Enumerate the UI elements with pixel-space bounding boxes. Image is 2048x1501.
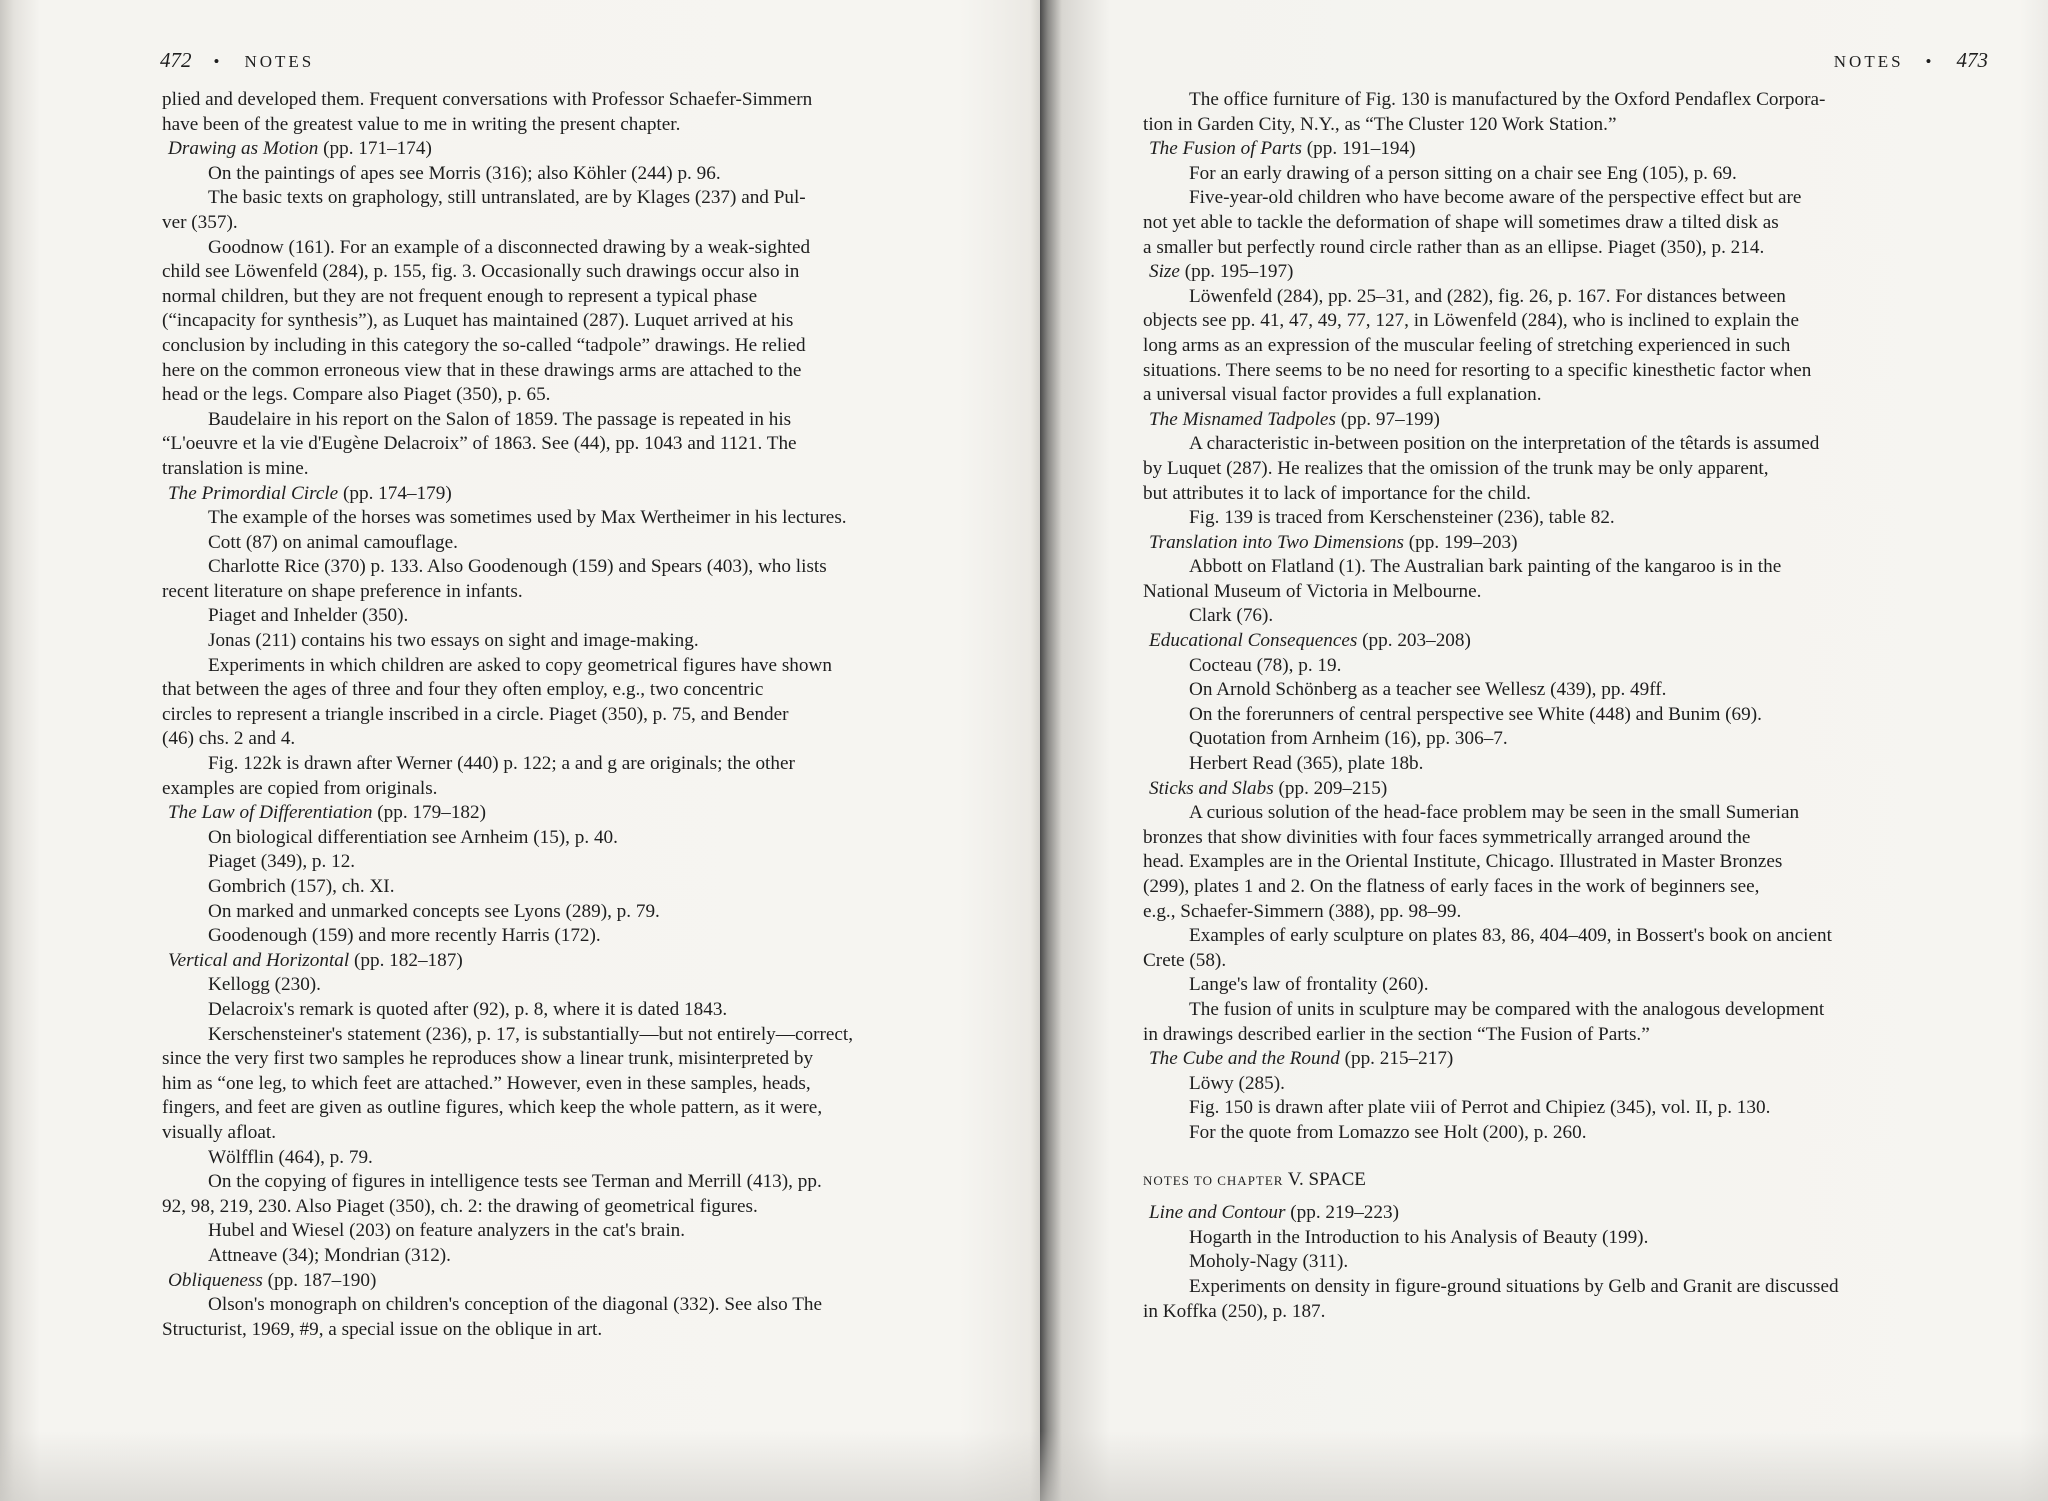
note-line: Clark (76). xyxy=(1189,605,1274,627)
note-line: recent literature on shape preference in infants. xyxy=(162,580,523,602)
note-line: On the paintings of apes see Morris (316); also Köhler (244) p. 96. xyxy=(208,162,721,184)
separator-dot: • xyxy=(1925,52,1935,71)
note-line: head. Examples are in the Oriental Institute, Chicago. Illustrated in Master Bronzes xyxy=(1143,851,1783,873)
note-line: circles to represent a triangle inscribed in a circle. Piaget (350), p. 75, and Bender xyxy=(162,703,789,725)
right-page xyxy=(1040,0,2048,1501)
running-head xyxy=(1834,48,1988,73)
note-line: plied and developed them. Frequent conversations with Professor Schaefer-Simmern xyxy=(162,89,813,110)
note-line: (“incapacity for synthesis”), as Luquet has maintained (287). Luquet arrived at his xyxy=(162,310,794,332)
separator-dot: • xyxy=(213,52,223,71)
section-heading xyxy=(162,1269,982,1294)
note-line: him as “one leg, to which feet are attached.” However, even in these samples, heads, xyxy=(162,1072,811,1094)
notes-lines xyxy=(1143,88,1998,1146)
note-line: Cocteau (78), p. 19. xyxy=(1189,654,1342,676)
note-line: by Luquet (287). He realizes that the omission of the trunk may be only apparent, xyxy=(1143,457,1769,479)
note-line: in drawings described earlier in the section “The Fusion of Parts.” xyxy=(1143,1023,1650,1045)
note-line: Fig. 139 is traced from Kerschensteiner (236), table 82. xyxy=(1189,507,1615,529)
section-heading xyxy=(1143,531,1998,556)
section-pages: (pp. 171–174) xyxy=(318,138,432,160)
note-line: e.g., Schaefer-Simmern (388), pp. 98–99. xyxy=(1143,900,1462,922)
notes-body xyxy=(1143,88,1998,1324)
note-line: examples are copied from originals. xyxy=(162,777,438,799)
note-line: Piaget (349), p. 12. xyxy=(208,851,356,873)
section-heading xyxy=(1143,1201,1998,1226)
note-line: conclusion by including in this category the so-called “tadpole” drawings. He relied xyxy=(162,334,806,356)
note-line: Löwenfeld (284), pp. 25–31, and (282), fig. 26, p. 167. For distances between xyxy=(1189,285,1786,307)
note-line: Delacroix's remark is quoted after (92), p. 8, where it is dated 1843. xyxy=(208,998,728,1020)
section-pages: (pp. 209–215) xyxy=(1273,777,1388,799)
note-line: Olson's monograph on children's conception of the diagonal (332). See also The xyxy=(208,1294,823,1316)
note-line: Löwy (285). xyxy=(1189,1072,1285,1094)
note-line: Structurist, 1969, #9, a special issue on the oblique in art. xyxy=(162,1318,603,1340)
note-line: head or the legs. Compare also Piaget (350), p. 65. xyxy=(162,384,551,406)
note-line: since the very first two samples he reproduces show a linear trunk, misinterpreted by xyxy=(162,1048,814,1070)
note-line: Experiments in which children are asked to copy geometrical figures have shown xyxy=(208,654,832,676)
note-line: long arms as an expression of the muscular feeling of stretching experienced in such xyxy=(1143,334,1791,356)
section-title: The Primordial Circle xyxy=(168,482,339,504)
note-line: in Koffka (250), p. 187. xyxy=(1143,1300,1326,1322)
note-line: The office furniture of Fig. 130 is manufactured by the Oxford Pendaflex Corpora- xyxy=(1189,89,1826,110)
note-line: On the copying of figures in intelligence tests see Terman and Merrill (413), pp. xyxy=(208,1171,822,1193)
note-line: Kerschensteiner's statement (236), p. 17, is substantially—but not entirely—correct, xyxy=(208,1023,854,1045)
note-line: here on the common erroneous view that in these drawings arms are attached to the xyxy=(162,359,802,381)
section-pages: (pp. 199–203) xyxy=(1404,531,1518,553)
note-line: Attneave (34); Mondrian (312). xyxy=(208,1244,451,1266)
note-line: Fig. 150 is drawn after plate viii of Perrot and Chipiez (345), vol. II, p. 130. xyxy=(1189,1097,1771,1119)
note-line: On Arnold Schönberg as a teacher see Wellesz (439), pp. 49ff. xyxy=(1189,679,1667,701)
note-line: Abbott on Flatland (1). The Australian bark painting of the kangaroo is in the xyxy=(1189,556,1782,578)
section-heading xyxy=(1143,1047,1998,1072)
section-pages: (pp. 203–208) xyxy=(1357,630,1471,652)
section-title: Vertical and Horizontal xyxy=(168,949,350,971)
section-heading xyxy=(1143,408,1998,433)
page-number: 473 xyxy=(1956,48,1988,72)
section-title: Sticks and Slabs xyxy=(1149,777,1274,799)
running-title: NOTES xyxy=(244,52,315,71)
section-pages: (pp. 219–223) xyxy=(1285,1202,1399,1224)
section-title: The Misnamed Tadpoles xyxy=(1149,408,1336,430)
note-line: On marked and unmarked concepts see Lyons (289), p. 79. xyxy=(208,900,660,922)
note-line: Piaget and Inhelder (350). xyxy=(208,605,409,627)
note-line: A characteristic in-between position on the interpretation of the têtards is assumed xyxy=(1189,433,1820,455)
note-line: Goodenough (159) and more recently Harris (172). xyxy=(208,925,601,947)
note-line: a smaller but perfectly round circle rather than as an ellipse. Piaget (350), p. 214. xyxy=(1143,236,1765,258)
note-line: For an early drawing of a person sitting on a chair see Eng (105), p. 69. xyxy=(1189,162,1737,184)
note-line: Lange's law of frontality (260). xyxy=(1189,974,1429,996)
section-title: The Fusion of Parts xyxy=(1149,138,1302,160)
section-heading xyxy=(162,482,982,507)
section-heading xyxy=(1143,137,1998,162)
chapter-heading xyxy=(1143,1168,1998,1194)
note-line: visually afloat. xyxy=(162,1121,277,1143)
chapter-heading-title: V. SPACE xyxy=(1287,1168,1366,1190)
section-title: Size xyxy=(1149,261,1180,283)
section-heading xyxy=(162,801,982,826)
page-shadow xyxy=(1040,1431,2048,1501)
section-pages: (pp. 179–182) xyxy=(372,802,487,824)
note-line: child see Löwenfeld (284), p. 155, fig. 3. Occasionally such drawings occur also in xyxy=(162,261,800,283)
section-heading xyxy=(1143,629,1998,654)
section-pages: (pp. 187–190) xyxy=(262,1269,377,1291)
notes-lines-after xyxy=(1143,1201,1998,1324)
note-line: ver (357). xyxy=(162,211,238,233)
section-pages: (pp. 174–179) xyxy=(338,482,452,504)
section-title: Obliqueness xyxy=(168,1269,263,1291)
note-line: a universal visual factor provides a full explanation. xyxy=(1143,384,1542,406)
section-title: Translation into Two Dimensions xyxy=(1149,531,1404,553)
note-line: (299), plates 1 and 2. On the flatness of early faces in the work of beginners see, xyxy=(1143,876,1760,897)
section-pages: (pp. 182–187) xyxy=(349,949,463,971)
note-line: but attributes it to lack of importance for the child. xyxy=(1143,482,1531,504)
note-line: The fusion of units in sculpture may be compared with the analogous development xyxy=(1189,998,1825,1020)
notes-body xyxy=(162,88,982,1342)
note-line: A curious solution of the head-face problem may be seen in the small Sumerian xyxy=(1189,802,1800,824)
note-line: that between the ages of three and four they often employ, e.g., two concentric xyxy=(162,679,764,701)
section-pages: (pp. 191–194) xyxy=(1301,138,1416,160)
section-title: Educational Consequences xyxy=(1149,630,1358,652)
note-line: bronzes that show divinities with four faces symmetrically arranged around the xyxy=(1143,826,1751,848)
note-line: For the quote from Lomazzo see Holt (200), p. 260. xyxy=(1189,1121,1587,1143)
section-title: The Cube and the Round xyxy=(1149,1048,1340,1070)
note-line: The basic texts on graphology, still untranslated, are by Klages (237) and Pul- xyxy=(208,187,806,209)
note-line: Five-year-old children who have become aware of the perspective effect but are xyxy=(1189,187,1802,209)
page-number: 472 xyxy=(160,48,192,72)
section-pages: (pp. 215–217) xyxy=(1339,1048,1454,1070)
note-line: On the forerunners of central perspective see White (448) and Bunim (69). xyxy=(1189,703,1762,725)
section-pages: (pp. 195–197) xyxy=(1179,261,1294,283)
note-line: Kellogg (230). xyxy=(208,974,321,996)
note-line: Examples of early sculpture on plates 83, 86, 404–409, in Bossert's book on ancient xyxy=(1189,925,1832,947)
note-line: Herbert Read (365), plate 18b. xyxy=(1189,753,1424,775)
note-line: Moholy-Nagy (311). xyxy=(1189,1251,1349,1273)
note-line: On biological differentiation see Arnheim (15), p. 40. xyxy=(208,826,618,848)
note-line: Fig. 122k is drawn after Werner (440) p. 122; a and g are originals; the other xyxy=(208,753,795,775)
note-line: fingers, and feet are given as outline figures, which keep the whole pattern, as it were, xyxy=(162,1097,823,1119)
note-line: Jonas (211) contains his two essays on sight and image-making. xyxy=(208,630,699,652)
note-line: The example of the horses was sometimes used by Max Wertheimer in his lectures. xyxy=(208,507,847,529)
note-line: objects see pp. 41, 47, 49, 77, 127, in Löwenfeld (284), who is inclined to explain the xyxy=(1143,310,1799,332)
section-pages: (pp. 97–199) xyxy=(1335,408,1440,430)
note-line: (46) chs. 2 and 4. xyxy=(162,728,296,750)
note-line: 92, 98, 219, 230. Also Piaget (350), ch. 2: the drawing of geometrical figures. xyxy=(162,1195,758,1217)
section-heading xyxy=(162,949,982,974)
note-line: “L'oeuvre et la vie d'Eugène Delacroix” of 1863. See (44), pp. 1043 and 1121. The xyxy=(162,433,797,455)
section-heading xyxy=(1143,260,1998,285)
page-shadow xyxy=(0,1431,1040,1501)
note-line: Goodnow (161). For an example of a disconnected drawing by a weak-sighted xyxy=(208,236,811,258)
note-line: translation is mine. xyxy=(162,457,309,479)
note-line: Charlotte Rice (370) p. 133. Also Goodenough (159) and Spears (403), who lists xyxy=(208,556,827,578)
note-line: situations. There seems to be no need for resorting to a specific kinesthetic factor when xyxy=(1143,359,1812,381)
note-line: Hogarth in the Introduction to his Analysis of Beauty (199). xyxy=(1189,1226,1649,1248)
running-title: NOTES xyxy=(1833,52,1904,71)
note-line: Experiments on density in figure-ground situations by Gelb and Granit are discussed xyxy=(1189,1275,1839,1297)
note-line: Baudelaire in his report on the Salon of 1859. The passage is repeated in his xyxy=(208,408,792,430)
note-line: not yet able to tackle the deformation of shape will sometimes draw a tilted disk as xyxy=(1143,211,1779,233)
note-line: tion in Garden City, N.Y., as “The Cluster 120 Work Station.” xyxy=(1143,113,1617,135)
running-head xyxy=(160,48,314,73)
section-title: The Law of Differentiation xyxy=(168,802,373,824)
note-line: have been of the greatest value to me in writing the present chapter. xyxy=(162,113,681,135)
section-heading xyxy=(1143,777,1998,802)
note-line: normal children, but they are not frequent enough to represent a typical phase xyxy=(162,285,758,307)
section-heading xyxy=(162,137,982,162)
note-line: Cott (87) on animal camouflage. xyxy=(208,531,458,553)
section-title: Drawing as Motion xyxy=(168,138,319,160)
section-title: Line and Contour xyxy=(1149,1202,1286,1224)
note-line: Wölfflin (464), p. 79. xyxy=(208,1146,373,1168)
note-line: National Museum of Victoria in Melbourne. xyxy=(1143,580,1482,602)
note-line: Crete (58). xyxy=(1143,949,1227,971)
note-line: Quotation from Arnheim (16), pp. 306–7. xyxy=(1189,728,1508,750)
chapter-heading-small: NOTES TO CHAPTER xyxy=(1143,1172,1284,1188)
note-line: Hubel and Wiesel (203) on feature analyzers in the cat's brain. xyxy=(208,1220,686,1242)
note-line: Gombrich (157), ch. XI. xyxy=(208,876,395,897)
